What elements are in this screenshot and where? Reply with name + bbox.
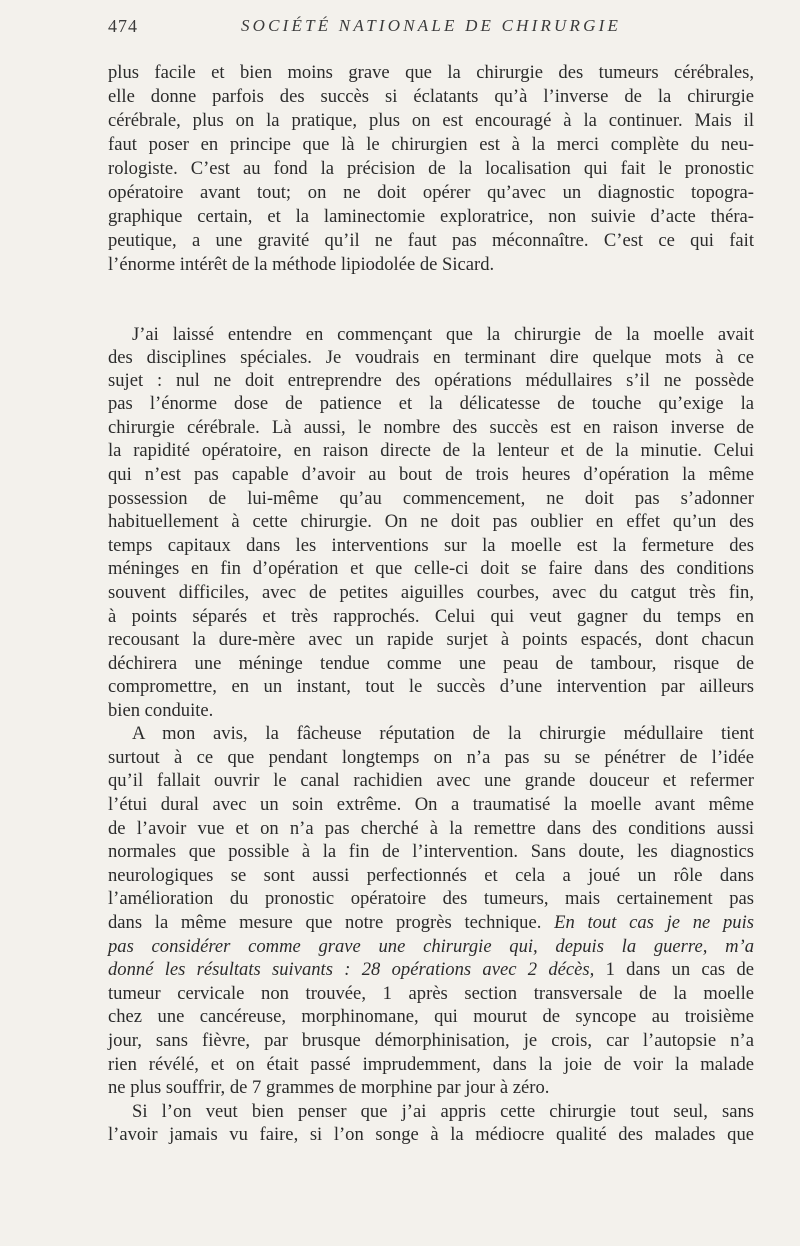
text-line: tumeur cervicale non trouvée, 1 après section transversale de la moelle — [108, 983, 754, 1004]
text-line: à points séparés et très rapprochés. Celui qui veut gagner du temps en — [108, 606, 754, 627]
text-line: donné les résultats suivants : 28 opérations avec 2 décès, 1 dans un cas de — [108, 959, 754, 980]
text-line: opératoire avant tout; on ne doit opérer qu’avec un diagnostic topogra- — [108, 182, 754, 203]
text-line: de l’avoir vue et on n’a pas cherché à la remettre dans des conditions aussi — [108, 818, 754, 839]
text-line: dans la même mesure que notre progrès technique. En tout cas je ne puis — [108, 912, 754, 933]
text-line: pas l’énorme dose de patience et la délicatesse de touche qu’exige la — [108, 393, 754, 414]
text-line: surtout à ce que pendant longtemps on n’a pas su se pénétrer de l’idée — [108, 747, 754, 768]
text-line: bien conduite. — [108, 700, 214, 721]
italic-text: pas considérer comme grave une chirurgie qui, depuis la guerre, m’a — [108, 936, 754, 957]
text-line: chez une cancéreuse, morphinomane, qui mourut de syncope au troisième — [108, 1006, 754, 1027]
text-line: A mon avis, la fâcheuse réputation de la chirurgie médullaire tient — [132, 723, 754, 744]
text-line: l’énorme intérêt de la méthode lipiodolée de Sicard. — [108, 254, 495, 275]
text-line: des disciplines spéciales. Je voudrais en terminant dire quelque mots à ce — [108, 347, 754, 368]
text-line: elle donne parfois des succès si éclatants qu’à l’inverse de la chirurgie — [108, 86, 754, 107]
text-line: faut poser en principe que là le chirurgien est à la merci complète du neu- — [108, 134, 754, 155]
running-title: SOCIÉTÉ NATIONALE DE CHIRURGIE — [240, 16, 622, 35]
text-line: qui n’est pas capable d’avoir au bout de trois heures d’opération la même — [108, 464, 754, 485]
text-line: recousant la dure-mère avec un rapide surjet à points espacés, dont chacun — [108, 629, 754, 650]
text-line: sujet : nul ne doit entreprendre des opérations médullaires s’il ne possède — [108, 370, 754, 391]
text-line: déchirera une méninge tendue comme une peau de tambour, risque de — [108, 653, 754, 674]
page-header — [108, 16, 754, 42]
italic-text: donné les résultats suivants : 28 opérations avec 2 décès, — [108, 959, 595, 980]
text-line: rologiste. C’est au fond la précision de la localisation qui fait le pronostic — [108, 158, 754, 179]
text-line: plus facile et bien moins grave que la chirurgie des tumeurs cérébrales, — [108, 62, 754, 83]
text-line: l’amélioration du pronostic opératoire des tumeurs, mais certainement pas — [108, 888, 754, 909]
text-line: graphique certain, et la laminectomie exploratrice, non suivie d’acte théra- — [108, 206, 754, 227]
text-line: Si l’on veut bien penser que j’ai appris cette chirurgie tout seul, sans — [132, 1101, 754, 1122]
text-line: souvent difficiles, avec de petites aiguilles courbes, avec du catgut très fin, — [108, 582, 754, 603]
text-line: peutique, a une gravité qu’il ne faut pas méconnaître. C’est ce qui fait — [108, 230, 754, 251]
text-line: J’ai laissé entendre en commençant que la chirurgie de la moelle avait — [132, 324, 754, 345]
text-line: l’étui dural avec un soin extrême. On a traumatisé la moelle avant même — [108, 794, 754, 815]
text-line: la rapidité opératoire, en raison directe de la lenteur et de la minutie. Celui — [108, 440, 754, 461]
text-line: neurologiques se sont aussi perfectionnés et cela a joué un rôle dans — [108, 865, 754, 886]
text-line: chirurgie cérébrale. Là aussi, le nombre des succès est en raison inverse de — [108, 417, 754, 438]
text-line: ne plus souffrir, de 7 grammes de morphine par jour à zéro. — [108, 1077, 550, 1098]
text-line: l’avoir jamais vu faire, si l’on songe à la médiocre qualité des malades que — [108, 1124, 754, 1145]
text-line: compromettre, en un instant, tout le succès d’une intervention par ailleurs — [108, 676, 754, 697]
text-line: cérébrale, plus on la pratique, plus on est encouragé à la continuer. Mais il — [108, 110, 754, 131]
text-line: possession de lui-même qu’au commencement, ne doit pas s’adonner — [108, 488, 754, 509]
italic-text: En tout cas je ne puis — [554, 912, 754, 933]
text-line: normales que possible à la fin de l’intervention. Sans doute, les diagnostics — [108, 841, 754, 862]
text-line: qu’il fallait ouvrir le canal rachidien avec une grande douceur et refermer — [108, 770, 754, 791]
text-line: rien révélé, et on était passé imprudemment, dans la joie de voir la malade — [108, 1054, 754, 1075]
page-number: 474 — [108, 16, 138, 36]
text-line: jour, sans fièvre, par brusque démorphinisation, je crois, car l’autopsie n’a — [108, 1030, 754, 1051]
text-line: méninges en fin d’opération et que celle-ci doit se faire dans des conditions — [108, 558, 754, 579]
text-line: temps capitaux dans les interventions sur la moelle est la fermeture des — [108, 535, 754, 556]
text-line: habituellement à cette chirurgie. On ne doit pas oublier en effet qu’un des — [108, 511, 754, 532]
